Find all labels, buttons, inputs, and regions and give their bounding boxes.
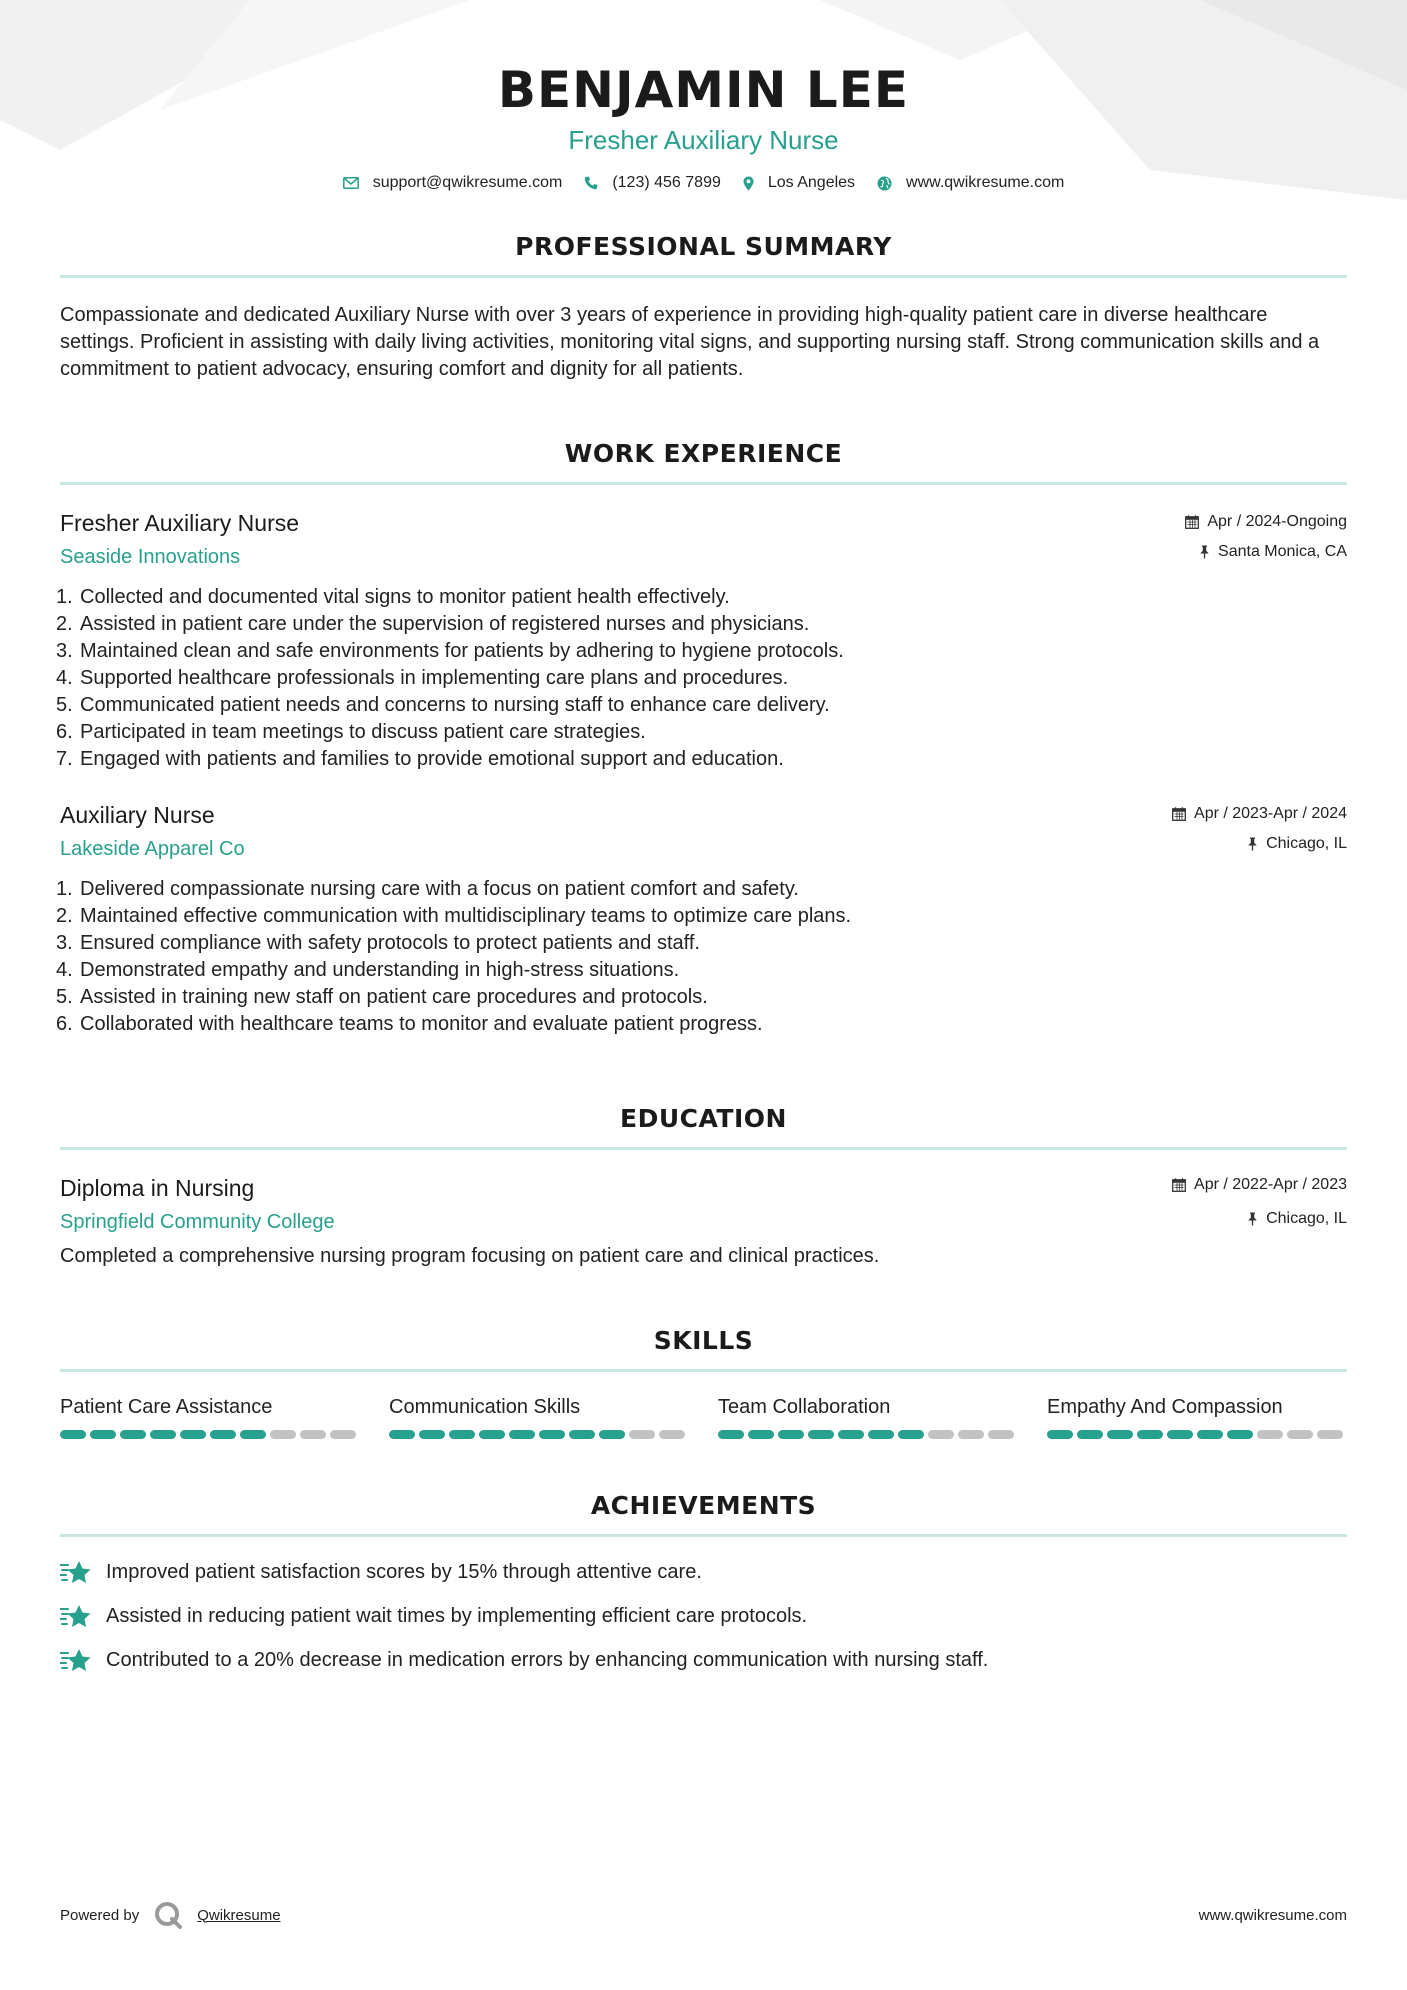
skill-segment-filled [1197, 1430, 1223, 1439]
summary-heading: PROFESSIONAL SUMMARY [515, 232, 892, 261]
skill-segment-filled [748, 1430, 774, 1439]
list-item: 2. Assisted in patient care under the supervision of registered nurses and physicians. [56, 613, 810, 635]
skill-item [60, 1394, 360, 1439]
star-icon [60, 1604, 92, 1630]
job-location: Santa Monica, CA [1218, 543, 1347, 560]
skill-segment-filled [90, 1430, 116, 1439]
skill-level-bar [389, 1430, 689, 1439]
candidate-title: Fresher Auxiliary Nurse [568, 125, 839, 155]
skill-segment-empty [330, 1430, 356, 1439]
section-divider [60, 482, 1347, 485]
skill-segment-filled [509, 1430, 535, 1439]
skill-segment-filled [449, 1430, 475, 1439]
list-item: 3. Ensured compliance with safety protocols to protect patients and staff. [56, 932, 700, 954]
skill-segment-empty [988, 1430, 1014, 1439]
skill-segment-empty [1317, 1430, 1343, 1439]
contact-phone[interactable] [584, 174, 721, 192]
star-icon [60, 1648, 92, 1674]
summary-text: Compassionate and dedicated Auxiliary Nurse with over 3 years of experience in providing high-quality patient care in diverse healthcare settings. Proficient in assisting with daily living activities, monitoring vital signs, and supporting nursing staff. Strong communication skills and a commitment to patient advocacy, ensuring comfort and dignity for all patients. [60, 304, 1320, 380]
list-item: 4. Supported healthcare professionals in implementing care plans and procedures. [56, 667, 789, 689]
qwikresume-logo-icon [153, 1900, 183, 1930]
achievement-item [60, 1559, 1347, 1586]
contact-location [743, 174, 855, 192]
skill-level-bar [60, 1430, 360, 1439]
achievement-text: Contributed to a 20% decrease in medication errors by enhancing communication with nursing staff. [106, 1649, 989, 1671]
skill-item [389, 1394, 689, 1439]
skill-level-bar [718, 1430, 1018, 1439]
skill-segment-filled [210, 1430, 236, 1439]
skill-segment-filled [180, 1430, 206, 1439]
skill-segment-empty [958, 1430, 984, 1439]
education-location: Chicago, IL [1266, 1210, 1347, 1227]
experience-section [56, 439, 1347, 1038]
education-dates: Apr / 2022-Apr / 2023 [1194, 1176, 1347, 1193]
skill-segment-filled [868, 1430, 894, 1439]
job-dates: Apr / 2024-Ongoing [1207, 513, 1347, 530]
skill-segment-filled [120, 1430, 146, 1439]
skill-name: Empathy And Compassion [1047, 1396, 1283, 1418]
skill-segment-filled [419, 1430, 445, 1439]
powered-by [60, 1900, 281, 1930]
skill-level-bar [1047, 1430, 1347, 1439]
skill-segment-filled [778, 1430, 804, 1439]
phone-text: (123) 456 7899 [612, 174, 721, 191]
resume-header [60, 0, 1347, 192]
education-section [60, 1104, 1347, 1270]
skill-segment-empty [300, 1430, 326, 1439]
skill-segment-filled [569, 1430, 595, 1439]
list-item: 6. Participated in team meetings to discuss patient care strategies. [56, 721, 646, 743]
email-text: support@qwikresume.com [372, 174, 563, 191]
pushpin-icon [1247, 1212, 1258, 1226]
job-entry [56, 801, 1347, 1038]
candidate-name: BENJAMIN LEE [497, 61, 910, 119]
skill-segment-filled [599, 1430, 625, 1439]
skill-segment-filled [1227, 1430, 1253, 1439]
globe-icon [877, 176, 892, 191]
skill-name: Patient Care Assistance [60, 1396, 273, 1418]
job-company: Seaside Innovations [60, 546, 241, 568]
section-divider [60, 1369, 1347, 1372]
job-responsibilities [56, 876, 1347, 1038]
skills-section [60, 1326, 1347, 1439]
job-entry [56, 509, 1347, 773]
list-item: 1. Delivered compassionate nursing care with a focus on patient comfort and safety. [56, 878, 799, 900]
skill-segment-empty [1287, 1430, 1313, 1439]
skill-segment-filled [1077, 1430, 1103, 1439]
calendar-icon [1185, 515, 1199, 529]
page-footer [60, 1900, 1347, 1930]
skills-list [60, 1394, 1347, 1439]
job-location: Chicago, IL [1266, 835, 1347, 852]
website-text: www.qwikresume.com [906, 174, 1065, 191]
powered-by-label: Powered by [60, 1906, 140, 1924]
skill-segment-empty [659, 1430, 685, 1439]
skill-segment-filled [60, 1430, 86, 1439]
education-heading: EDUCATION [620, 1104, 787, 1133]
calendar-icon [1172, 1178, 1186, 1192]
skills-heading: SKILLS [653, 1326, 754, 1355]
skill-item [718, 1394, 1018, 1439]
achievements-section [60, 1491, 1347, 1674]
achievement-item [60, 1647, 1347, 1674]
section-divider [60, 1534, 1347, 1537]
list-item: 7. Engaged with patients and families to provide emotional support and education. [56, 748, 784, 770]
list-item: 5. Assisted in training new staff on patient care procedures and protocols. [56, 986, 708, 1008]
qwikresume-link[interactable]: Qwikresume [197, 1906, 281, 1924]
section-divider [60, 1147, 1347, 1150]
list-item: 1. Collected and documented vital signs to monitor patient health effectively. [56, 586, 730, 608]
skill-segment-filled [539, 1430, 565, 1439]
pushpin-icon [1199, 545, 1210, 559]
school-name: Springfield Community College [60, 1211, 335, 1233]
skill-segment-empty [629, 1430, 655, 1439]
skill-segment-empty [270, 1430, 296, 1439]
map-marker-icon [743, 176, 754, 191]
skill-name: Team Collaboration [718, 1396, 891, 1418]
skill-item [1047, 1394, 1347, 1439]
skill-segment-filled [1137, 1430, 1163, 1439]
achievement-text: Assisted in reducing patient wait times by implementing efficient care protocols. [106, 1605, 808, 1627]
skill-segment-filled [240, 1430, 266, 1439]
skill-segment-filled [150, 1430, 176, 1439]
degree-name: Diploma in Nursing [60, 1175, 255, 1201]
skill-segment-filled [479, 1430, 505, 1439]
skill-name: Communication Skills [389, 1396, 581, 1418]
achievement-text: Improved patient satisfaction scores by 15% through attentive care. [106, 1561, 702, 1583]
list-item: 2. Maintained effective communication with multidisciplinary teams to optimize care plans. [56, 905, 852, 927]
achievements-list [60, 1559, 1347, 1674]
skill-segment-filled [1107, 1430, 1133, 1439]
skill-segment-filled [1047, 1430, 1073, 1439]
skill-segment-filled [718, 1430, 744, 1439]
skill-segment-filled [898, 1430, 924, 1439]
skill-segment-filled [389, 1430, 415, 1439]
skill-segment-filled [838, 1430, 864, 1439]
experience-heading: WORK EXPERIENCE [564, 439, 843, 468]
skill-segment-filled [1167, 1430, 1193, 1439]
education-description: Completed a comprehensive nursing program focusing on patient care and clinical practices. [60, 1245, 880, 1267]
skill-segment-filled [808, 1430, 834, 1439]
summary-section [60, 232, 1347, 383]
pushpin-icon [1247, 837, 1258, 851]
job-responsibilities [56, 584, 1347, 773]
list-item: 3. Maintained clean and safe environments for patients by adhering to hygiene protocols. [56, 640, 844, 662]
phone-icon [584, 176, 598, 190]
list-item: 5. Communicated patient needs and concerns to nursing staff to enhance care delivery. [56, 694, 830, 716]
job-role: Fresher Auxiliary Nurse [60, 510, 300, 536]
section-divider [60, 275, 1347, 278]
job-dates: Apr / 2023-Apr / 2024 [1194, 805, 1347, 822]
job-role: Auxiliary Nurse [60, 802, 215, 828]
calendar-icon [1172, 807, 1186, 821]
list-item: 6. Collaborated with healthcare teams to monitor and evaluate patient progress. [56, 1013, 763, 1035]
footer-website[interactable]: www.qwikresume.com [1198, 1906, 1347, 1924]
job-company: Lakeside Apparel Co [60, 838, 245, 860]
contact-bar [60, 174, 1347, 192]
envelope-icon [343, 177, 359, 189]
skill-segment-empty [928, 1430, 954, 1439]
contact-website[interactable] [877, 174, 1064, 192]
achievements-heading: ACHIEVEMENTS [590, 1491, 817, 1520]
achievement-item [60, 1603, 1347, 1630]
education-entry [60, 1174, 1347, 1270]
star-icon [60, 1560, 92, 1586]
list-item: 4. Demonstrated empathy and understanding in high-stress situations. [56, 959, 680, 981]
contact-email[interactable] [343, 174, 563, 192]
location-text: Los Angeles [767, 174, 856, 191]
skill-segment-empty [1257, 1430, 1283, 1439]
